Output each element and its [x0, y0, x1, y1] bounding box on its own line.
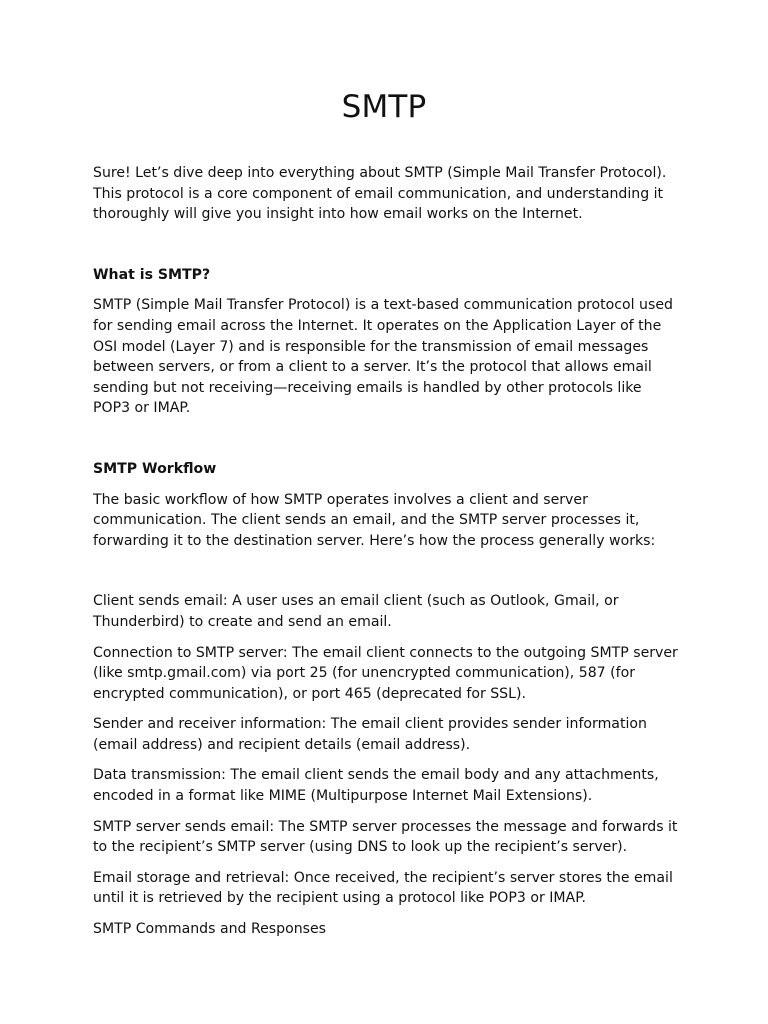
section-body-smtp-workflow: The basic workflow of how SMTP operates involves a client and server communication. The client sends an email, and the SMTP server processes it, forwarding it to the destination server. Here’s how the process generally works:	[93, 491, 656, 549]
section-heading-what-is-smtp: What is SMTP?	[93, 266, 211, 283]
section-body-what-is-smtp: SMTP (Simple Mail Transfer Protocol) is a text-based communication protocol used for sending email across the Internet. It operates on the Application Layer of the OSI model (Layer 7) and is responsible for the transmission of email messages between servers, or from a client to a server. It’s the protocol that allows email sending but not receiving—receiving emails is handled by other protocols like POP3 or IMAP.	[93, 297, 673, 417]
workflow-step-client-sends-email: Client sends email: A user uses an email client (such as Outlook, Gmail, or Thunderbird) to create and send an email.	[93, 593, 619, 630]
document-body	[93, 163, 683, 940]
workflow-step-storage-retrieval: Email storage and retrieval: Once received, the recipient’s server stores the email until it is retrieved by the recipient using a protocol like POP3 or IMAP.	[93, 869, 673, 907]
intro-paragraph: Sure! Let’s dive deep into everything about SMTP (Simple Mail Transfer Protocol). This protocol is a core component of email communication, and understanding it thoroughly will give you insight into how email works on the Internet.	[93, 165, 667, 223]
section-heading-smtp-workflow: SMTP Workflow	[93, 460, 217, 477]
workflow-step-connection: Connection to SMTP server: The email client connects to the outgoing SMTP server (like smtp.gmail.com) via port 25 (for unencrypted communication), 587 (for encrypted communication), or port 465 (deprecated for SSL).	[93, 644, 678, 702]
workflow-step-data-transmission: Data transmission: The email client sends the email body and any attachments, encoded in a format like MIME (Multipurpose Internet Mail Extensions).	[93, 767, 659, 805]
workflow-step-server-sends: SMTP server sends email: The SMTP server processes the message and forwards it to the recipient’s SMTP server (using DNS to look up the recipient’s server).	[93, 818, 678, 856]
page-title: SMTP	[341, 89, 427, 125]
workflow-step-sender-receiver: Sender and receiver information: The email client provides sender information (email address) and recipient details (email address).	[93, 716, 647, 753]
trailing-text: SMTP Commands and Responses	[93, 921, 326, 938]
